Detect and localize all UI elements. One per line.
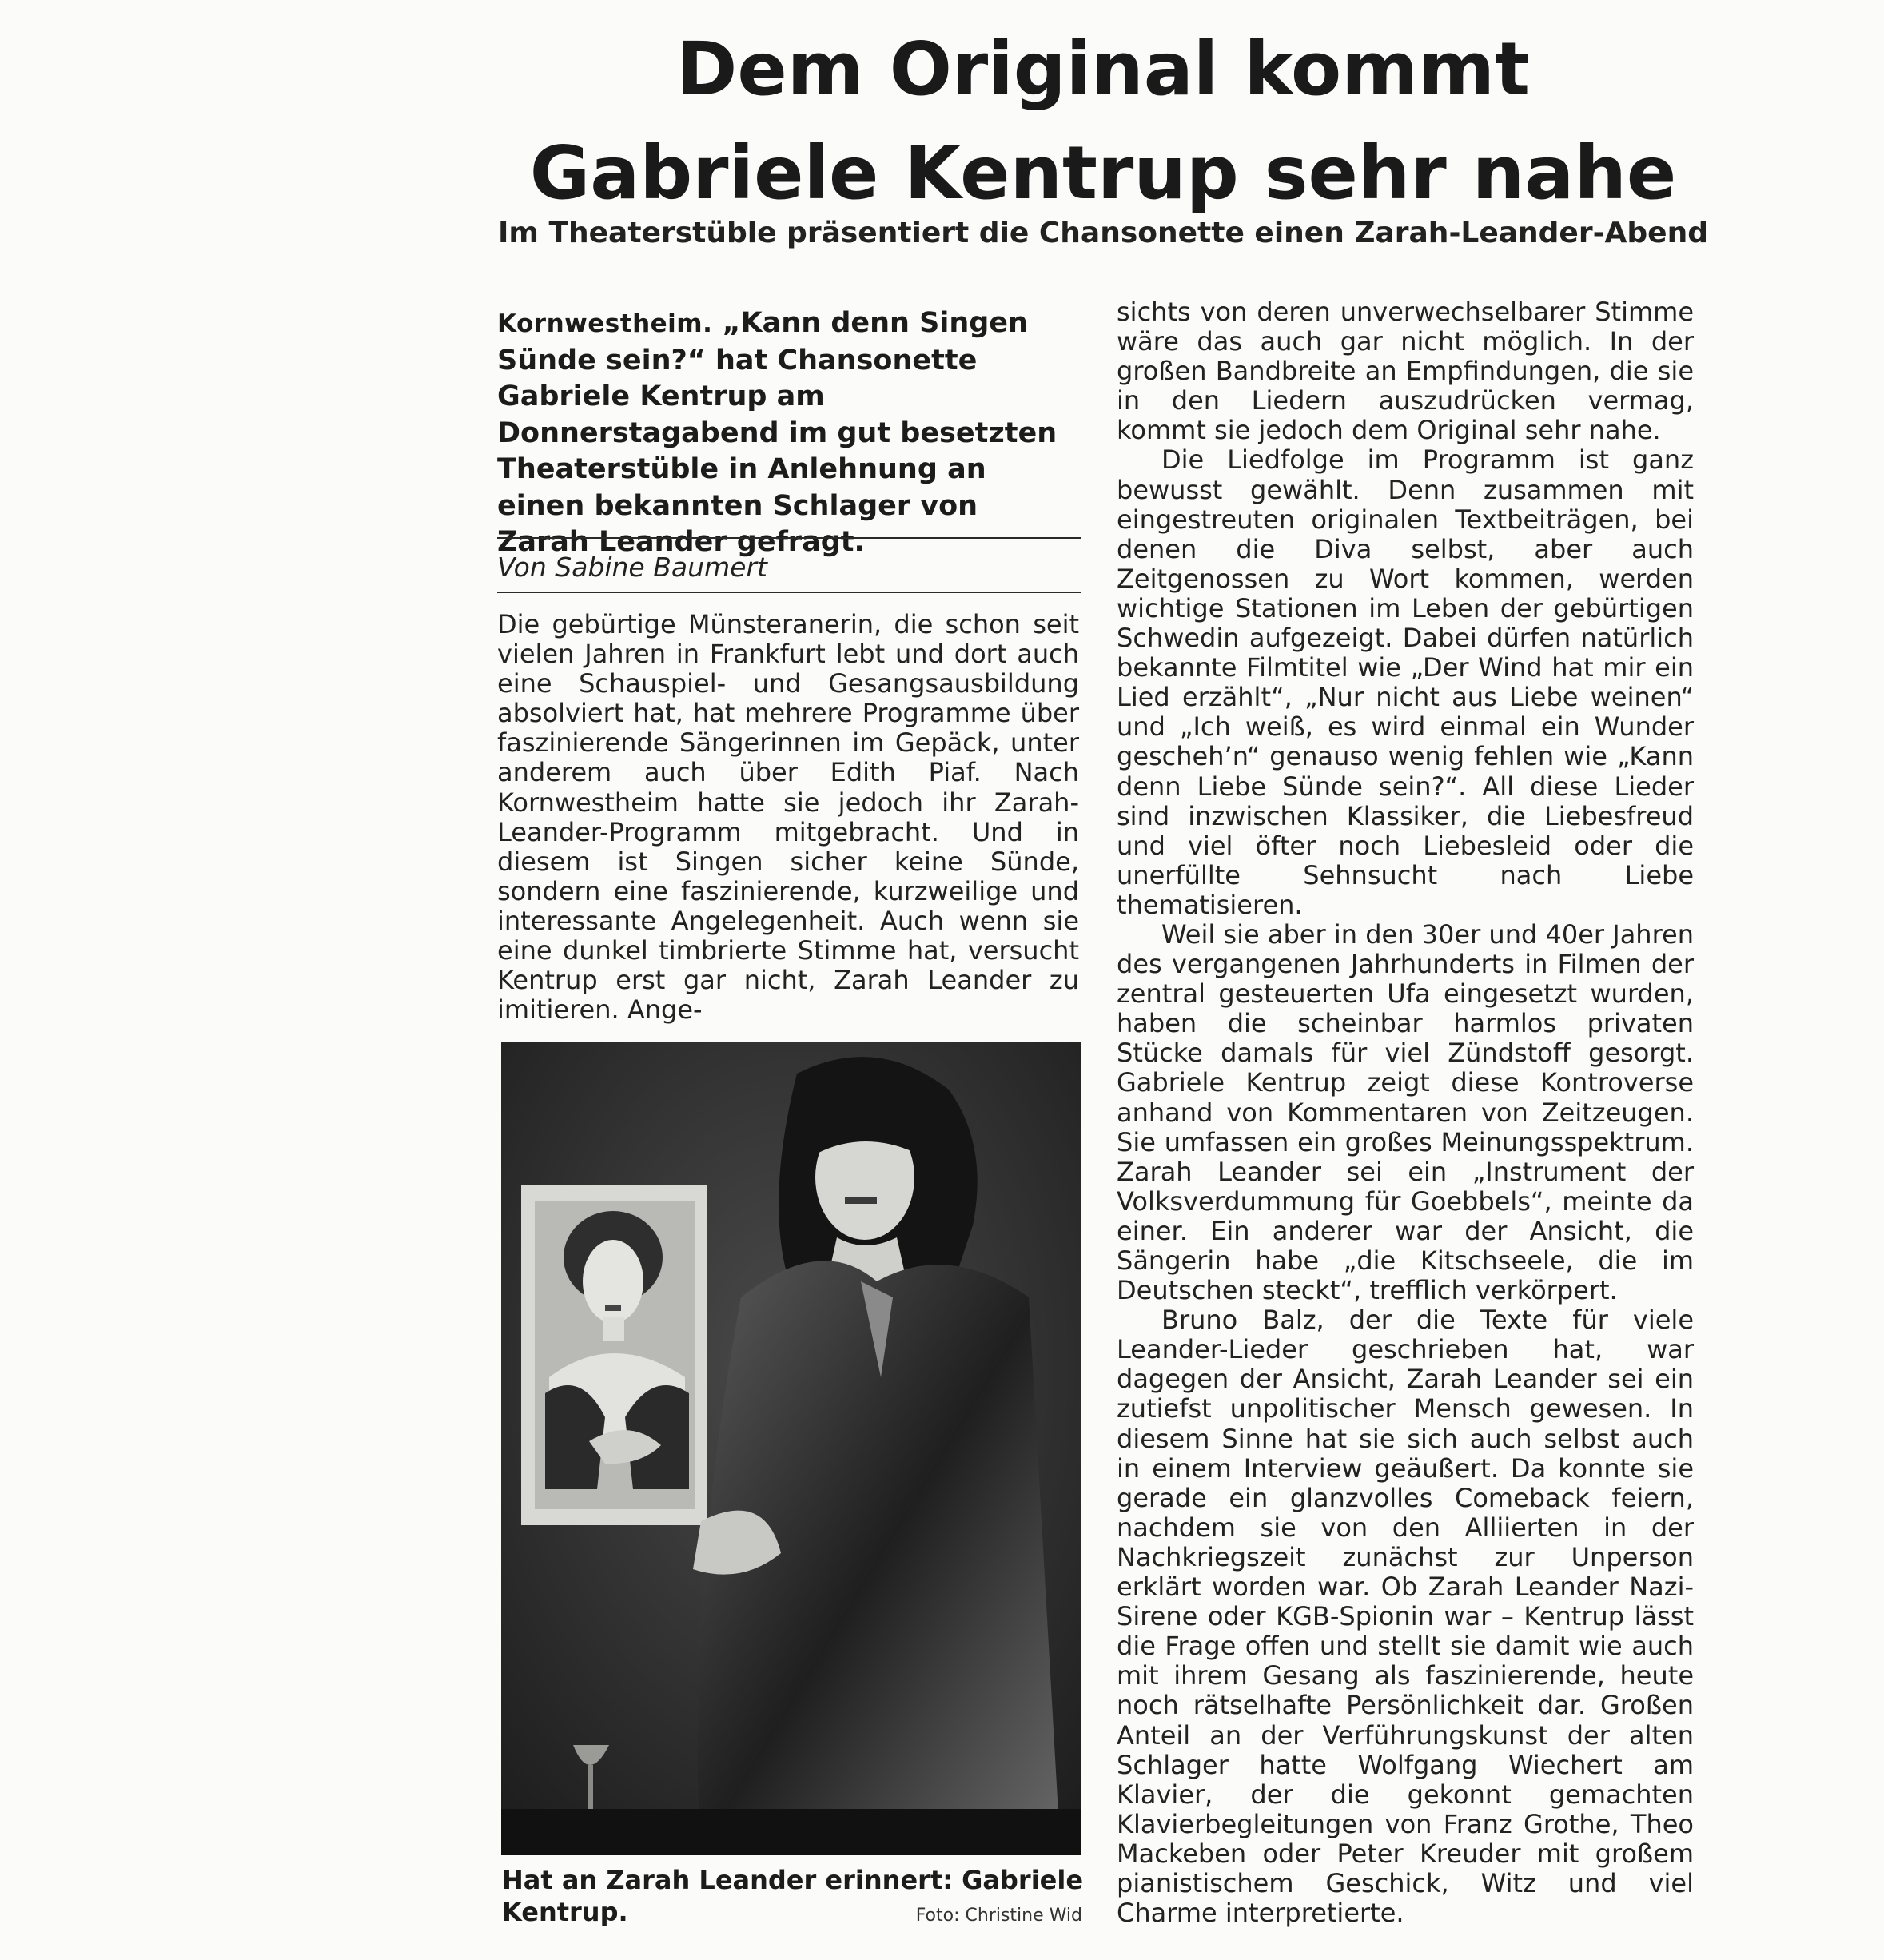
body-paragraph-right-4: Bruno Balz, der die Texte für viele Leander-Lieder geschrieben hat, war dagegen der Ansicht, Zarah Leander sei ein zutiefst unpolitischer Mensch gewesen. In diesem Sinne hat sie sich auch selbst auch in einem Interview geäußert. Da konnte sie gerade ein glanzvolles Comeback feiern, nachdem sie von den Alliierten in der Nachkriegszeit zunächst zur Unperson erklärt worden war. Ob Zarah Leander Nazi-Sirene oder KGB-Spionin war – Kentrup lässt die Frage offen und stellt sie damit wie auch mit ihrem Gesang als faszinierende, heute noch rätselhafte Persönlichkeit dar. Großen Anteil an der Verführungskunst der alten Schlager hatte Wolfgang Wiechert am Klavier, der die gekonnt gemachten Klavierbegleitungen von Franz Grothe, Theo Mackeben oder Peter Kreuder mit großem pianistischem Geschick, Witz und viel Charme interpretierte. <box>1117 1305 1694 1929</box>
body-paragraph-left: Die gebürtige Münsteranerin, die schon seit vielen Jahren in Frankfurt lebt und dort auch eine Schauspiel- und Gesangsausbildung absolviert hat, hat mehrere Programme über faszinierende Sängerinnen im Gepäck, unter anderem auch über Edith Piaf. Nach Kornwestheim hatte sie jedoch ihr Zarah-Leander-Programm mitgebracht. Und in diesem ist Singen sicher keine Sünde, sondern eine faszinierende, kurzweilige und interessante Angelegenheit. Auch wenn sie eine dunkel timbrierte Stimme hat, versucht Kentrup erst gar nicht, Zarah Leander zu imitieren. Ange- <box>497 609 1079 1026</box>
dateline: Kornwestheim. <box>497 309 713 338</box>
headline-line-2: Gabriele Kentrup sehr nahe <box>529 130 1677 216</box>
article-photo <box>501 1042 1081 1855</box>
photo-credit: Foto: Christine Wid <box>915 1906 1082 1926</box>
byline: Von Sabine Baumert <box>497 552 767 583</box>
photo-caption: Hat an Zarah Leander erinnert: Gabriele Kentrup. <box>502 1865 1084 1927</box>
byline-rule-top <box>497 537 1081 539</box>
body-paragraph-right-1: sichts von deren unverwechselbarer Stimme wäre das auch gar nicht möglich. In der großen Bandbreite an Empfindungen, die sie in den Liedern auszudrücken vermag, kommt sie jedoch dem Original sehr nahe. <box>1117 297 1694 446</box>
left-column-body <box>497 610 1079 1025</box>
headline <box>512 18 1695 225</box>
body-paragraph-right-2: Die Liedfolge im Programm ist ganz bewusst gewählt. Denn zusammen mit eingestreuten originalen Textbeiträgen, bei denen die Diva selbst, aber auch Zeitgenossen zu Wort kommen, werden wichtige Stationen im Leben der gebürtigen Schwedin aufgezeigt. Dabei dürfen natürlich bekannte Filmtitel wie „Der Wind hat mir ein Lied erzählt“, „Nur nicht aus Liebe weinen“ und „Ich weiß, es wird einmal ein Wunder gescheh’n“ genauso wenig fehlen wie „Kann denn Liebe Sünde sein?“. All diese Lieder sind inzwischen Klassiker, die Liebesfreud und viel öfter noch Liebesleid oder die unerfüllte Sehnsucht nach Liebe thematisieren. <box>1117 444 1694 920</box>
photo-illustration <box>501 1042 1081 1855</box>
portrait-poster <box>521 1185 707 1525</box>
byline-rule-bottom <box>497 592 1081 593</box>
subheadline: Im Theaterstüble präsentiert die Chansonette einen Zarah-Leander-Abend <box>498 217 1708 249</box>
lead-paragraph <box>497 305 1079 561</box>
headline-line-1: Dem Original kommt <box>676 26 1530 112</box>
lead-text: „Kann denn Singen Sünde sein?“ hat Chansonette Gabriele Kentrup am Donnerstagabend im gut besetzten Theaterstüble in Anlehnung an einen bekannten Schlager von Zarah Leander gefragt. <box>497 307 1058 558</box>
body-paragraph-right-3: Weil sie aber in den 30er und 40er Jahren des vergangenen Jahrhunderts in Filmen der zentral gesteuerten Ufa eingesetzt wurden, haben die scheinbar harmlos privaten Stücke damals für viel Zündstoff gesorgt. Gabriele Kentrup zeigt diese Kontroverse anhand von Kommentaren von Zeitzeugen. Sie umfassen ein großes Meinungsspektrum. Zarah Leander sei ein „Instrument der Volksverdummung für Goebbels“, meinte da einer. Ein anderer war der Ansicht, die Sängerin habe „die Kitschseele, die im Deutschen steckt“, trefflich verkörpert. <box>1117 918 1694 1306</box>
right-column-body <box>1117 297 1694 1928</box>
